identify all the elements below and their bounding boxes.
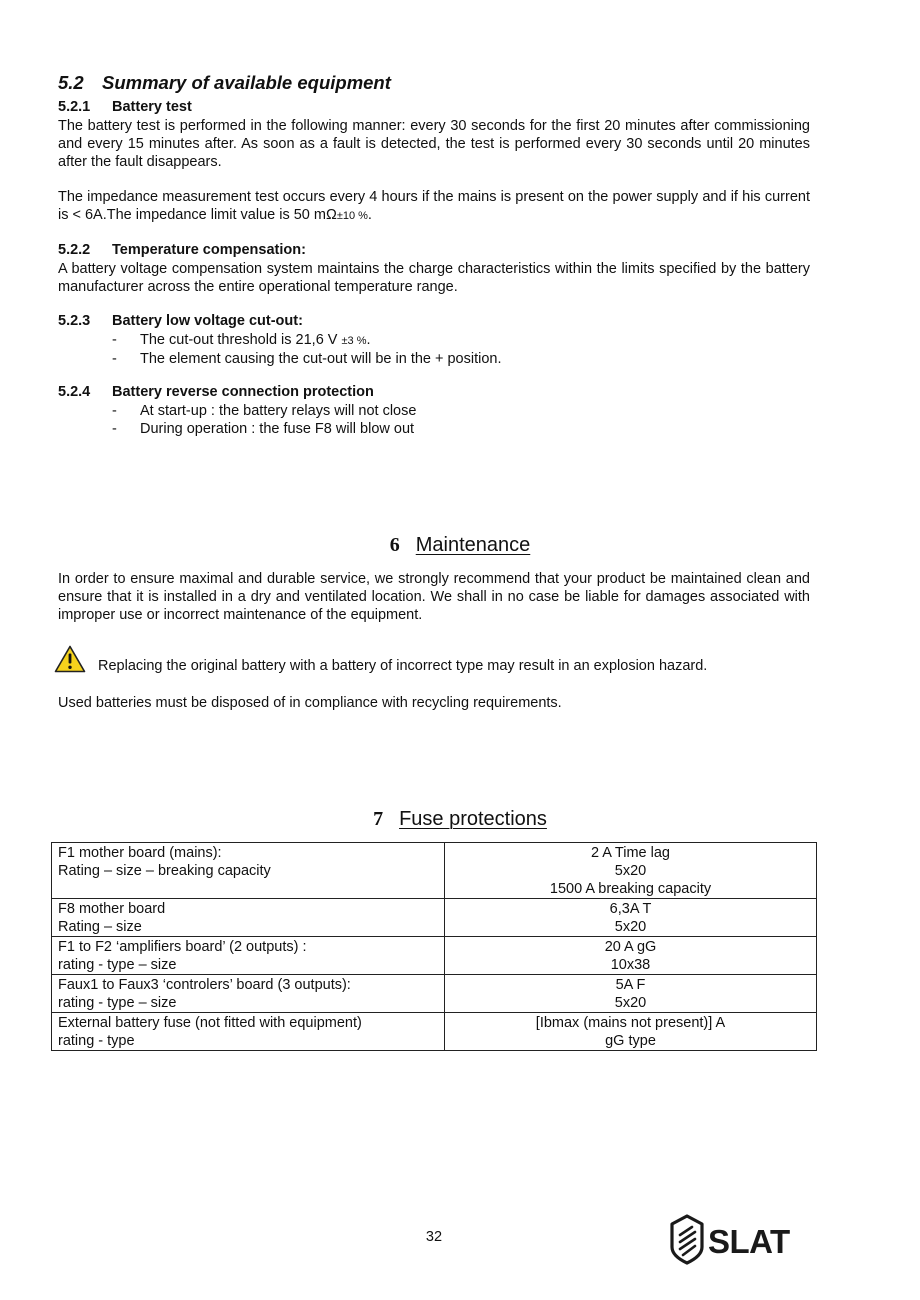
maintenance-paragraph: In order to ensure maximal and durable service, we strongly recommend that your product be maintained clean and ensure that it is installed in a dry and ventilated location. We shall in no case be liable for damages associated with improper use or incorrect maintenance of the equipment. — [58, 571, 810, 623]
list-dash: - — [112, 421, 117, 437]
table-cell-value — [445, 975, 817, 1013]
table-cell-value — [445, 1013, 817, 1051]
list-dash: - — [112, 332, 117, 348]
cell-line: rating - type – size — [58, 995, 177, 1011]
warning-icon — [54, 645, 86, 673]
table-cell-value — [445, 843, 817, 899]
table-cell-description — [52, 843, 445, 899]
table-cell-value — [445, 899, 817, 937]
section-title: Summary of available equipment — [102, 72, 391, 93]
subsection-title: Temperature compensation: — [112, 242, 306, 258]
warning-text: Replacing the original battery with a battery of incorrect type may result in an explosion hazard. — [98, 658, 708, 674]
impedance-paragraph — [58, 188, 810, 225]
chapter-heading-maintenance — [0, 534, 920, 557]
subsection-number: 5.2.2 — [58, 242, 91, 258]
chapter-number: 7 — [373, 808, 384, 830]
cell-line: 20 A gG — [604, 939, 657, 955]
list-dash: - — [112, 403, 117, 419]
cell-line: Rating – size — [58, 919, 142, 935]
disposal-text: Used batteries must be disposed of in compliance with recycling requirements. — [58, 695, 562, 711]
list-item — [112, 420, 416, 438]
subsection-heading-temperature — [58, 242, 306, 258]
subsection-heading-low-voltage — [58, 313, 303, 329]
low-voltage-list — [112, 331, 502, 368]
reverse-list — [112, 402, 416, 438]
chapter-heading-fuses — [0, 808, 920, 831]
impedance-end: . — [367, 207, 372, 223]
slat-emblem-icon — [672, 1216, 702, 1263]
table-row — [52, 899, 817, 937]
subsection-title: Battery low voltage cut-out: — [112, 313, 303, 329]
list-item — [112, 350, 502, 368]
list-item-text: At start-up : the battery relays will not close — [140, 403, 417, 419]
chapter-title: Maintenance — [415, 534, 531, 556]
table-cell-description — [52, 975, 445, 1013]
list-item-tolerance: ±3 % — [341, 335, 367, 347]
cell-line: gG type — [605, 1033, 656, 1049]
cell-line: 5A F — [615, 977, 646, 993]
list-item — [112, 331, 502, 350]
cell-line: External battery fuse (not fitted with equipment) — [58, 1015, 362, 1031]
subsection-title: Battery reverse connection protection — [112, 384, 374, 400]
table-row — [52, 937, 817, 975]
list-item-text: The element causing the cut-out will be in the + position. — [140, 351, 502, 367]
cell-line: 5x20 — [614, 995, 647, 1011]
table-cell-description — [52, 1013, 445, 1051]
table-row — [52, 975, 817, 1013]
cell-line: F1 to F2 ‘amplifiers board’ (2 outputs) : — [58, 939, 307, 955]
cell-line: 5x20 — [614, 863, 647, 879]
list-dash: - — [112, 351, 117, 367]
page-number: 32 — [425, 1229, 443, 1245]
table-row — [52, 1013, 817, 1051]
table-cell-value — [445, 937, 817, 975]
slat-logo — [668, 1213, 808, 1265]
table-row — [52, 843, 817, 899]
list-item-end: . — [366, 332, 371, 348]
logo-text: SLAT — [708, 1223, 790, 1260]
section-heading-5-2 — [58, 72, 391, 94]
list-item — [112, 402, 416, 420]
chapter-number: 6 — [389, 534, 400, 556]
cell-line: F1 mother board (mains): — [58, 845, 222, 861]
section-number: 5.2 — [58, 72, 84, 93]
subsection-number: 5.2.3 — [58, 313, 91, 329]
temperature-paragraph: A battery voltage compensation system maintains the charge characteristics within the limits specified by the battery manufacturer across the entire operational temperature range. — [58, 261, 810, 295]
cell-line: 6,3A T — [609, 901, 652, 917]
cell-line: Faux1 to Faux3 ‘controlers’ board (3 outputs): — [58, 977, 351, 993]
subsection-heading-battery-test — [58, 99, 192, 115]
cell-line: F8 mother board — [58, 901, 166, 917]
table-cell-description — [52, 937, 445, 975]
subsection-number: 5.2.4 — [58, 384, 91, 400]
subsection-number: 5.2.1 — [58, 99, 91, 115]
subsection-heading-reverse — [58, 384, 374, 400]
cell-line: 2 A Time lag — [591, 845, 670, 861]
list-item-text: The cut-out threshold is 21,6 V — [140, 332, 342, 348]
list-item-text: During operation : the fuse F8 will blow out — [140, 421, 415, 437]
cell-line: 5x20 — [614, 919, 647, 935]
cell-line: [Ibmax (mains not present)] A — [535, 1015, 726, 1031]
cell-line: rating - type — [58, 1033, 135, 1049]
cell-line: rating - type – size — [58, 957, 177, 973]
impedance-tolerance: ±10 % — [336, 210, 368, 222]
cell-line: 10x38 — [610, 957, 651, 973]
chapter-title: Fuse protections — [399, 808, 547, 830]
table-cell-description — [52, 899, 445, 937]
cell-line: Rating – size – breaking capacity — [58, 863, 271, 879]
subsection-title: Battery test — [112, 99, 192, 115]
impedance-text: The impedance measurement test occurs every 4 hours if the mains is present on the power supply and if his current is < 6A.The impedance limit value is 50 mΩ — [58, 189, 810, 223]
cell-line: 1500 A breaking capacity — [549, 881, 712, 897]
fuse-table — [51, 842, 817, 1051]
battery-test-paragraph: The battery test is performed in the following manner: every 30 seconds for the first 20 minutes after commissioning and every 15 minutes after. As soon as a fault is detected, the test is performed every 30 seconds until 20 minutes after the fault disappears. — [58, 118, 810, 170]
